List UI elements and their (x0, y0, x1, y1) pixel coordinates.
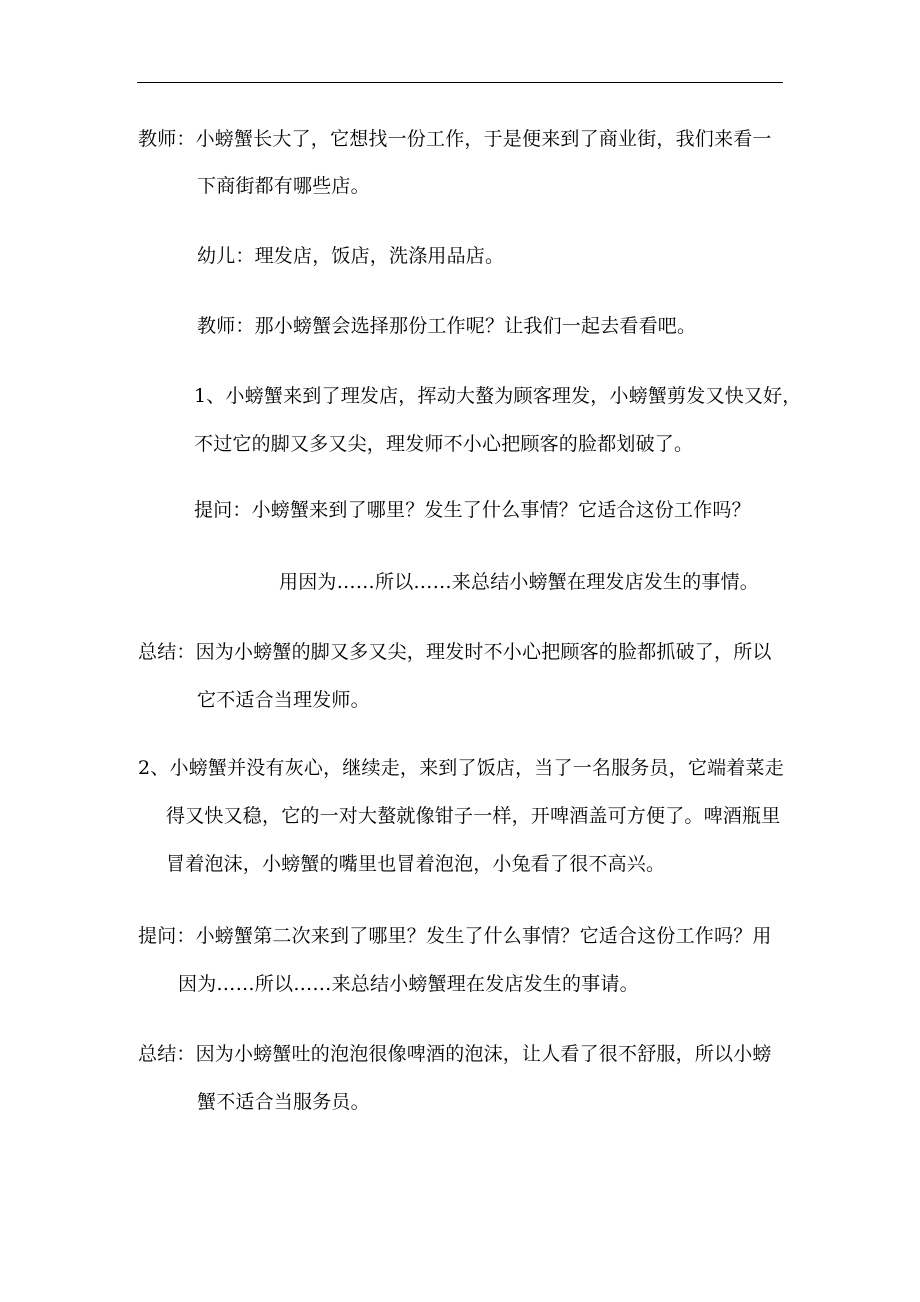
paragraph-summary-instruction: 用因为……所以……来总结小螃蟹在理发店发生的事情。 (279, 571, 760, 593)
paragraph-summary-2-line-2: 蟹不适合当服务员。 (197, 1091, 370, 1113)
paragraph-summary-1-line-1: 总结：因为小螃蟹的脚又多又尖，理发时不小心把顾客的脸都抓破了，所以 (138, 641, 772, 663)
paragraph-teacher-intro-line-2: 下商街都有哪些店。 (197, 175, 370, 197)
paragraph-question-1: 提问：小螃蟹来到了哪里？发生了什么事情？它适合这份工作吗？ (194, 499, 751, 521)
paragraph-story-1-line-2: 不过它的脚又多又尖，理发师不小心把顾客的脸都划破了。 (194, 433, 694, 455)
paragraph-summary-1-line-2: 它不适合当理发师。 (197, 689, 370, 711)
paragraph-teacher-intro-line-1: 教师：小螃蟹长大了，它想找一份工作，于是便来到了商业街，我们来看一 (138, 128, 772, 150)
paragraph-children-answer: 幼儿：理发店，饭店，洗涤用品店。 (197, 245, 505, 267)
paragraph-story-2-line-2: 得又快又稳，它的一对大螯就像钳子一样，开啤酒盖可方便了。啤酒瓶里 (166, 805, 781, 827)
header-rule (137, 82, 783, 83)
paragraph-question-2-line-2: 因为……所以……来总结小螃蟹理在发店发生的事请。 (178, 973, 639, 995)
paragraph-teacher-question: 教师：那小螃蟹会选择那份工作呢？让我们一起去看看吧。 (197, 315, 697, 337)
paragraph-story-2-line-3: 冒着泡沫，小螃蟹的嘴里也冒着泡泡，小兔看了很不高兴。 (166, 853, 666, 875)
paragraph-story-2-line-1: 2、小螃蟹并没有灰心，继续走，来到了饭店，当了一名服务员，它端着菜走 (138, 757, 784, 779)
paragraph-question-2-line-1: 提问：小螃蟹第二次来到了哪里？发生了什么事情？它适合这份工作吗？用 (138, 925, 772, 947)
paragraph-story-1-line-1: 1、小螃蟹来到了理发店，挥动大螯为顾客理发，小螃蟹剪发又快又好， (194, 385, 802, 407)
paragraph-summary-2-line-1: 总结：因为小螃蟹吐的泡泡很像啤酒的泡沫，让人看了很不舒服，所以小螃 (138, 1043, 772, 1065)
